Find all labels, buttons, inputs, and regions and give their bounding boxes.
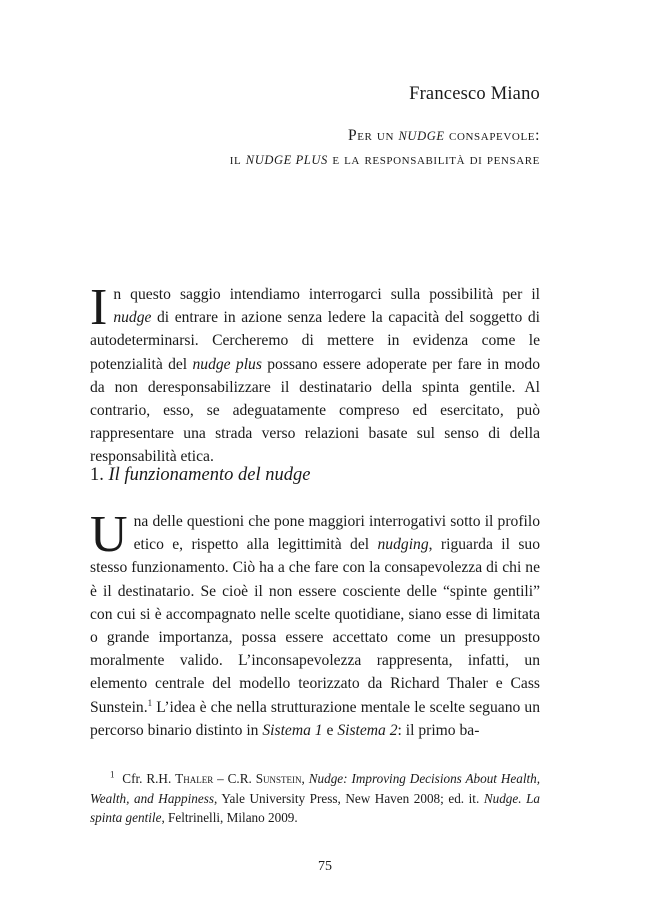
page-number: 75 (318, 859, 332, 874)
section-heading: 1. Il funzionamento del nudge (90, 465, 311, 485)
drop-cap: U (90, 506, 128, 563)
title-line-2: il NUDGE PLUS e la responsabilità di pensare (229, 151, 540, 168)
title-line-1: Per un NUDGE consapevole: (347, 127, 540, 144)
author-name: Francesco Miano (409, 84, 540, 104)
footnote-marker: 1 (110, 769, 115, 780)
abstract (90, 279, 540, 469)
footnote-reference[interactable]: 1 (147, 697, 153, 708)
section-body (90, 506, 540, 742)
abstract-paragraph: In questo saggio intendiamo interrogarci sulla possibilità per il nudge di entrare in azione senza ledere la capacità del soggetto di autodeterminarsi. Cercheremo di mettere in evidenza come le potenzialità del nudge plus possano essere adoperate per fare in modo da non deresponsabilizzare il destinatario della spinta gentile. Al contrario, esso, se adeguatamente compreso ed esercitato, può rappresentare una strada verso relazioni basate sul senso di della responsabilità etica. (90, 279, 540, 466)
drop-cap: I (90, 279, 108, 336)
article-title (60, 124, 540, 172)
footnote: $^1$ Cfr. R.H. Thaler – C.R. Sunstein, Nudge: Improving Decisions About Health, Wealth, and Happiness, Yale University Press, New Haven 2008; ed. it. Nudge. La spinta gentile, Feltrinelli, Milano 2009. (90, 769, 541, 825)
body-paragraph: Una delle questioni che pone maggiori interrogativi sotto il profilo etico e, rispetto alla legittimità del nudging, riguarda il suo stesso funzionamento. Ciò ha a che fare con la consapevolezza di chi ne è il destinatario. Se cioè il non essere cosciente delle “spinte gentili” con cui si è accompagnato nelle scelte quotidiane, siano esse di limitata o grande importanza, possa essere accettato come un presupposto moralmente valido. L’inconsapevolezza rappresenta, infatti, un elemento centrale del modello teorizzato da Richard Thaler e Cass Sunstein.$^1$ L’idea è che nella strutturazione mentale le scelte seguano un percorso binario distinto in Sistema 1 e Sistema 2: il primo ba- (90, 506, 540, 739)
